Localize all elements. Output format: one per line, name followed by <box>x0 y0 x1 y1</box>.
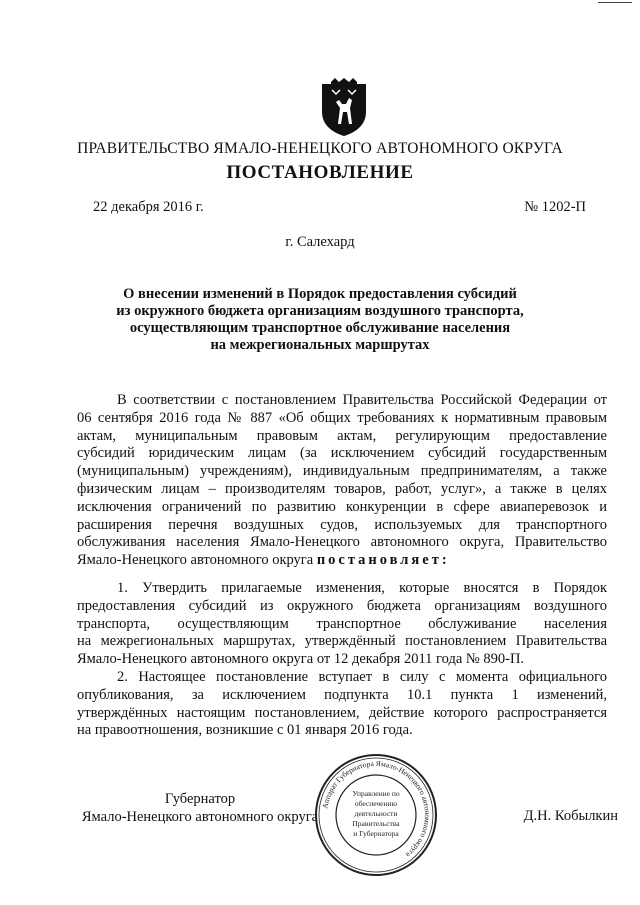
signatory-title <box>80 790 320 826</box>
text-line: предоставления субсидий из окружного бюджета организациям воздушного <box>77 597 607 614</box>
signatory-name: Д.Н. Кобылкин <box>523 808 618 824</box>
text-line: расширения перечня воздушных судов, используемых для транспортного <box>77 516 607 533</box>
text-line: исключения ограничений по развитию конкуренции в сфере авиаперевозок и <box>77 498 607 515</box>
signatory-position: Губернатор <box>164 791 236 807</box>
seal-center-line: и Губернатора <box>353 829 399 838</box>
text-line: (муниципальным) учреждениям), индивидуальным предпринимателям, а также <box>77 463 607 480</box>
intro-paragraph <box>77 392 607 570</box>
signatory-region: Ямало-Ненецкого автономного округа <box>81 809 319 825</box>
seal-center-line: Правительства <box>352 819 400 828</box>
text-line: субсидий юридическим лицам (за исключением субсидий государственным <box>77 445 607 462</box>
document-date: 22 декабря 2016 г. <box>93 199 204 215</box>
document-number: № 1202-П <box>524 199 586 215</box>
text-line: 1. Утвердить прилагаемые изменения, которые вносятся в Порядок <box>117 580 607 596</box>
heading-line: из окружного бюджета организациям воздушного транспорта, <box>116 303 524 319</box>
resolution-heading <box>60 286 580 354</box>
government-title: ПРАВИТЕЛЬСТВО ЯМАЛО-НЕНЕЦКОГО АВТОНОМНОГО ОКРУГА <box>77 140 563 157</box>
coat-of-arms-emblem <box>318 78 370 138</box>
item-1-paragraph <box>77 580 607 669</box>
heading-line: на межрегиональных маршрутах <box>210 337 430 353</box>
text-line: на межрегиональных маршрутах, утверждённый постановлением Правительства <box>77 633 607 650</box>
item-2-paragraph <box>77 669 607 740</box>
official-seal-stamp <box>313 752 439 878</box>
text-line: на правоотношения, возникшие с 01 января 2016 года. <box>77 722 413 739</box>
text-line: Ямало-Ненецкого автономного округа от 12 декабря 2011 года № 890-П. <box>77 651 525 668</box>
resolves-word: постановляет: <box>316 552 450 569</box>
text-line: опубликования, за исключением подпункта 10.1 пункта 1 изменений, <box>77 686 607 703</box>
text-line: обслуживания населения Ямало-Ненецкого автономного округа, Правительство <box>77 534 607 551</box>
heading-line: О внесении изменений в Порядок предоставления субсидий <box>123 286 517 302</box>
text-line: 06 сентября 2016 года № 887 «Об общих требованиях к нормативным правовым <box>77 409 607 426</box>
text-line: 2. Настоящее постановление вступает в силу с момента официального <box>117 669 607 685</box>
document-type: ПОСТАНОВЛЕНИЕ <box>226 162 414 183</box>
text-line: транспорта, осуществляющим транспортное обслуживание населения <box>77 615 607 632</box>
intro-last-text: Ямало-Ненецкого автономного округа <box>77 552 317 569</box>
text-line: утверждённых настоящим постановлением, действие которого распространяется <box>77 704 607 721</box>
seal-center-line: деятельности <box>354 809 398 818</box>
seal-ring-text: Аппарат Губернатора Ямало-Ненецкого автономного округа <box>320 758 433 860</box>
top-edge-mark <box>598 2 632 3</box>
text-line: актам, муниципальным правовым актам, регулирующим предоставление <box>77 427 607 444</box>
heading-line: осуществляющим транспортное обслуживание населения <box>129 320 511 336</box>
text-line <box>77 552 607 570</box>
seal-center-line: обеспечению <box>354 799 398 808</box>
text-line: В соответствии с постановлением Правительства Российской Федерации от <box>117 392 607 408</box>
seal-center-line: Управление по <box>352 789 400 798</box>
document-place: г. Салехард <box>285 234 355 250</box>
text-line: физическим лицам – производителям товаров, работ, услуг», а также в целях <box>77 480 607 497</box>
